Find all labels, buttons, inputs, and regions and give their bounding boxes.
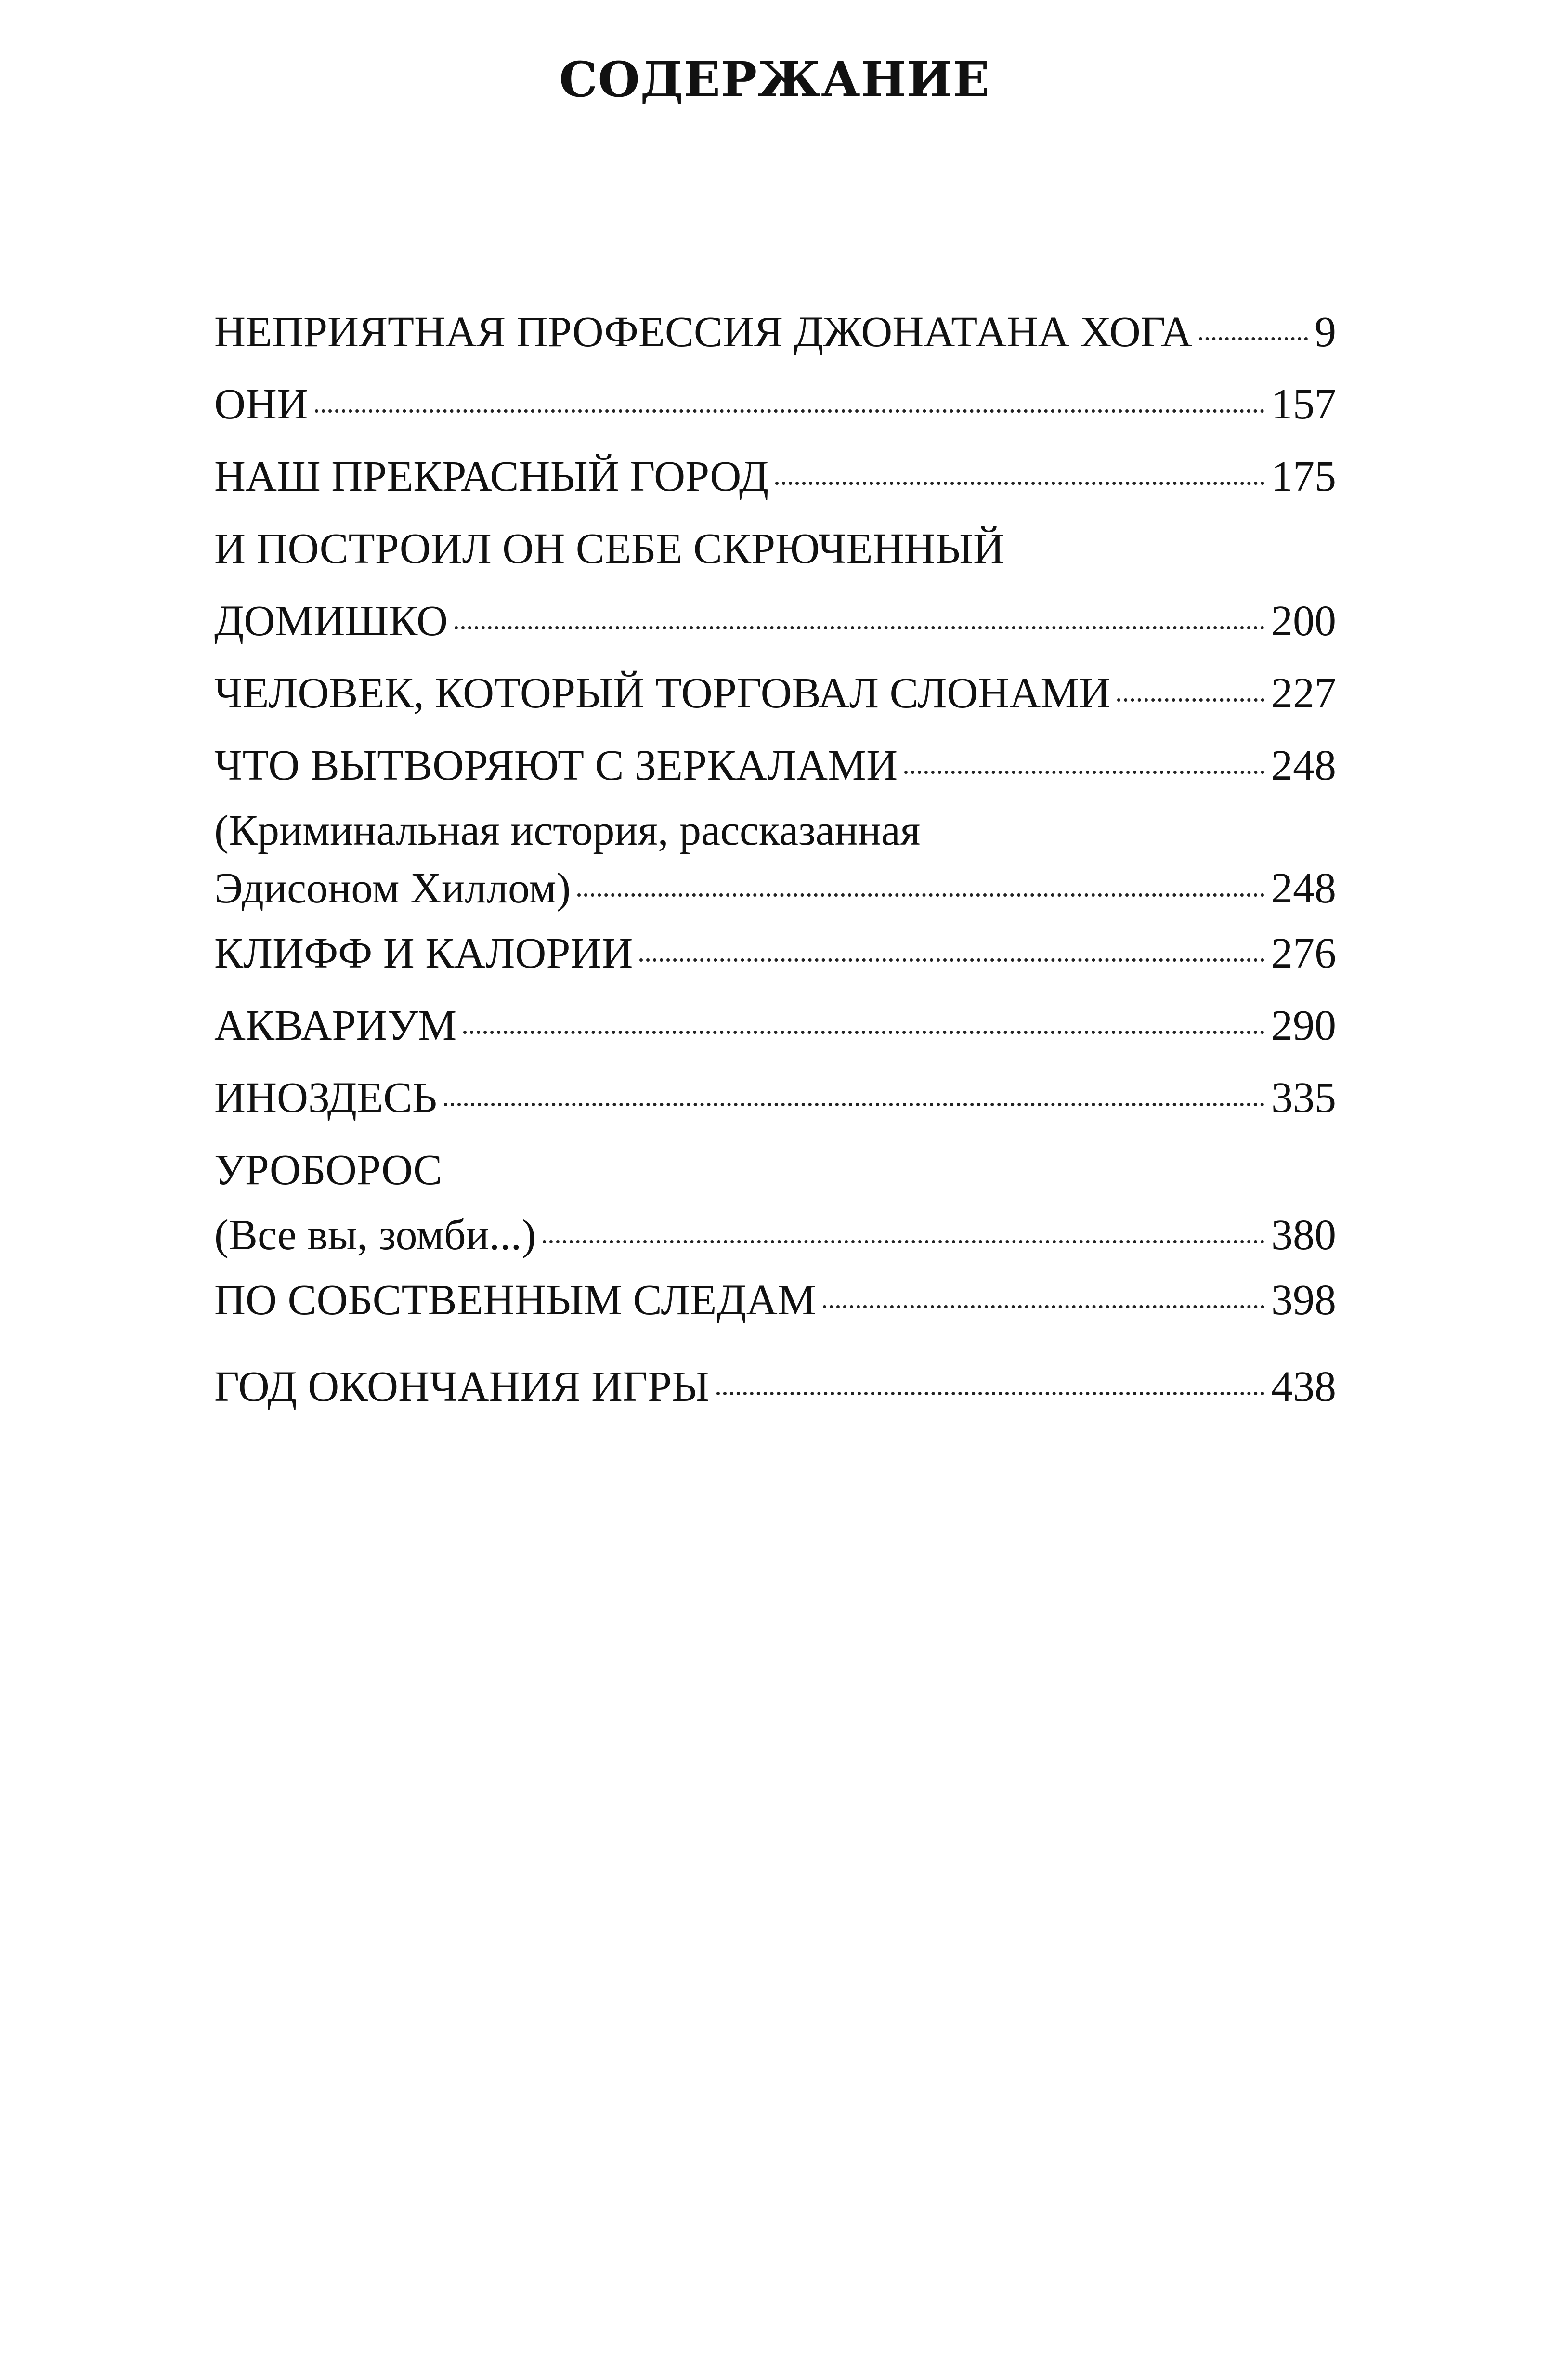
toc-page-number: 175 [1271,453,1336,500]
toc-entry-subtitle: (Все вы, зомби...) [214,1211,536,1259]
toc-line [214,296,1336,368]
toc-entry[interactable] [214,1134,1336,1264]
toc-page-number: 276 [1271,929,1336,977]
dot-leader [444,1103,1264,1106]
toc-page-number: 248 [1271,742,1336,789]
toc-entry-title: ИНОЗДЕСЬ [214,1074,437,1122]
toc-entry[interactable] [214,441,1336,513]
toc-entry-title: ПО СОБСТВЕННЫМ СЛЕДАМ [214,1276,816,1324]
dot-leader [823,1305,1264,1308]
toc-entry-title: АКВАРИУМ [214,1002,457,1049]
dot-leader [463,1031,1264,1034]
toc-line [214,860,1336,917]
toc-entry[interactable] [214,1264,1336,1336]
toc-line [214,990,1336,1062]
toc-entry-title: И ПОСТРОИЛ ОН СЕБЕ СКРЮЧЕННЫЙ [214,525,1005,573]
toc-entry-title: ГОД ОКОНЧАНИЯ ИГРЫ [214,1363,710,1411]
dot-leader [1199,337,1308,340]
toc-entry-title: УРОБОРОС [214,1146,443,1194]
toc-page-number: 335 [1271,1074,1336,1122]
toc-entry[interactable] [214,296,1336,368]
dot-leader [315,409,1264,413]
table-of-contents [214,296,1336,1423]
toc-entry[interactable] [214,1062,1336,1134]
dot-leader [577,893,1264,897]
toc-page-number: 380 [1271,1211,1336,1259]
toc-page-number: 248 [1271,864,1336,912]
toc-page-number: 200 [1271,597,1336,645]
toc-line [214,1062,1336,1134]
toc-line [214,1134,1336,1206]
toc-entry[interactable] [214,1351,1336,1423]
toc-page-number: 398 [1271,1276,1336,1324]
toc-line [214,368,1336,441]
toc-entry-title: КЛИФФ И КАЛОРИИ [214,929,633,977]
toc-entry[interactable] [214,368,1336,441]
toc-page-number: 157 [1271,380,1336,428]
toc-entry-subtitle-continued: Эдисоном Хиллом) [214,864,571,912]
toc-line [214,441,1336,513]
toc-line [214,917,1336,990]
toc-entry[interactable] [214,730,1336,802]
dot-leader [639,958,1264,962]
toc-page-number: 438 [1271,1363,1336,1411]
toc-entry-title: НАШ ПРЕКРАСНЫЙ ГОРОД [214,453,769,500]
toc-entry[interactable] [214,917,1336,990]
toc-page-number: 9 [1315,308,1336,356]
dot-leader [775,482,1264,485]
toc-line [214,657,1336,730]
dot-leader [1117,698,1264,702]
dot-leader [904,771,1264,774]
toc-line [214,513,1336,585]
toc-entry[interactable] [214,513,1336,657]
toc-entry-subtitle: (Криминальная история, рассказанная [214,807,921,854]
dot-leader [455,626,1264,629]
toc-entry-title: ЧЕЛОВЕК, КОТОРЫЙ ТОРГОВАЛ СЛОНАМИ [214,669,1111,717]
toc-entry[interactable] [214,657,1336,730]
toc-entry-title-continued: ДОМИШКО [214,597,448,645]
toc-line [214,730,1336,802]
toc-entry-title: НЕПРИЯТНАЯ ПРОФЕССИЯ ДЖОНАТАНА ХОГА [214,308,1192,356]
page-title: СОДЕРЖАНИЕ [559,51,990,108]
toc-page-number: 290 [1271,1002,1336,1049]
toc-entry-title: ОНИ [214,380,308,428]
toc-entry[interactable] [214,990,1336,1062]
toc-line [214,585,1336,657]
toc-line [214,802,1336,860]
dot-leader [716,1392,1264,1395]
toc-line [214,1206,1336,1264]
toc-line [214,1264,1336,1336]
toc-page-number: 227 [1271,669,1336,717]
toc-entry[interactable] [214,802,1336,917]
toc-line [214,1351,1336,1423]
dot-leader [543,1240,1264,1243]
toc-entry-title: ЧТО ВЫТВОРЯЮТ С ЗЕРКАЛАМИ [214,742,898,789]
